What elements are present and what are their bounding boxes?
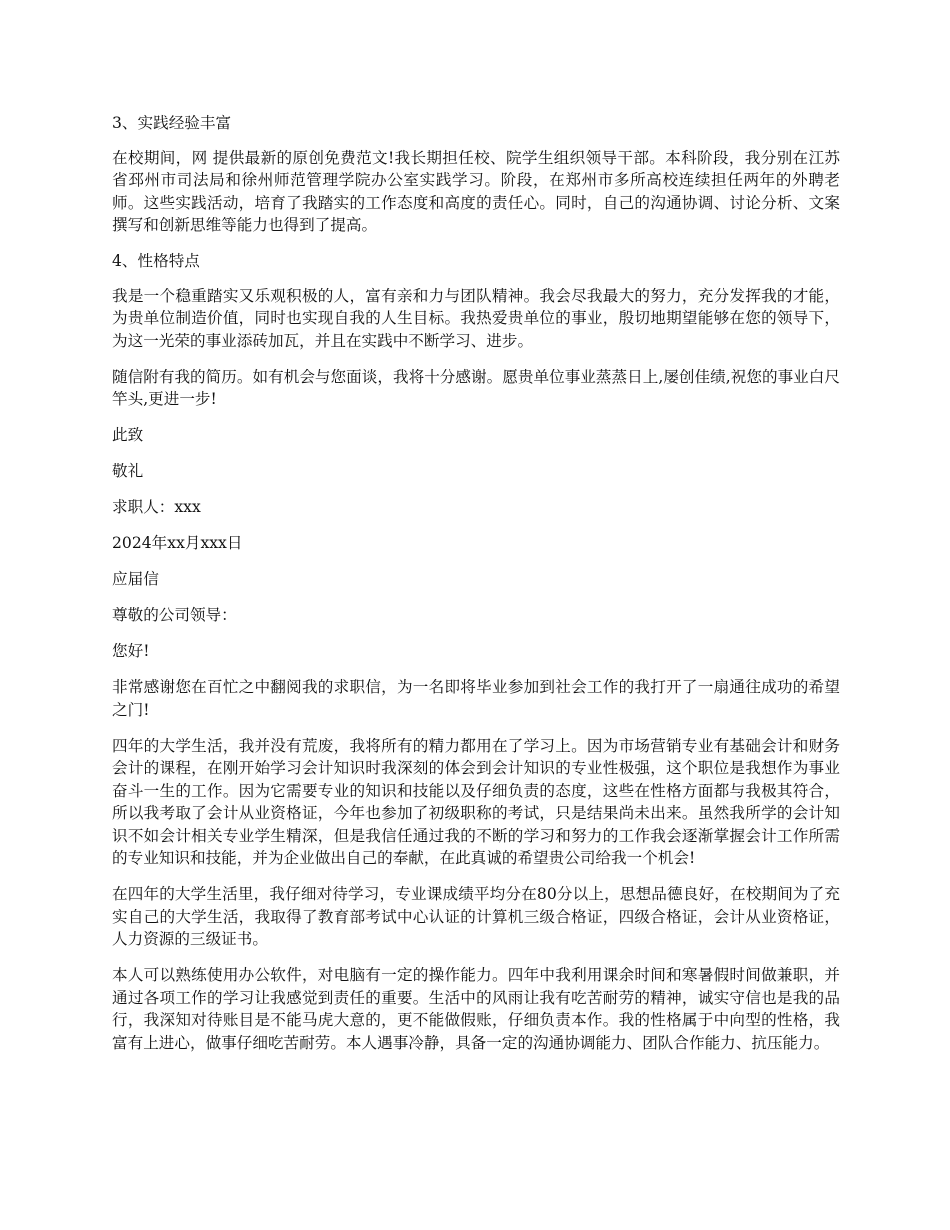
document-page [112, 112, 840, 1068]
paragraph-thanks: 非常感谢您在百忙之中翻阅我的求职信，为一名即将毕业参加到社会工作的我打开了一扇通往成功的希望之门! [112, 678, 840, 719]
section-heading-practice: 3、实践经验丰富 [112, 114, 232, 132]
paragraph-personality: 我是一个稳重踏实又乐观积极的人，富有亲和力与团队精神。我会尽我最大的努力，充分发挥我的才能，为贵单位制造价值，同时也实现自我的人生目标。我热爱贵单位的事业，殷切地期望能够在您的领导下，为这一光荣的事业添砖加瓦，并且在实践中不断学习、进步。 [112, 286, 840, 350]
salutation-jingli: 敬礼 [112, 462, 144, 480]
letter-title: 应届信 [112, 570, 159, 588]
paragraph-study-results: 在四年的大学生活里，我仔细对待学习，专业课成绩平均分在80分以上，思想品德良好，在校期间为了充实自己的大学生活，我取得了教育部考试中心认证的计算机三级合格证，四级合格证，会计从业资格证，人力资源的三级证书。 [112, 885, 840, 948]
letter-greeting: 您好! [112, 642, 150, 660]
letter-greeting-recipient: 尊敬的公司领导： [112, 606, 237, 624]
salutation-cizhi: 此致 [112, 426, 144, 444]
letter-date: 2024年xx月xxx日 [112, 534, 243, 552]
paragraph-skills: 本人可以熟练使用办公软件，对电脑有一定的操作能力。四年中我利用课余时间和寒暑假时间做兼职，并通过各项工作的学习让我感觉到责任的重要。生活中的风雨让我有吃苦耐劳的精神，诚实守信也是我的品行，我深知对待账目是不能马虎大意的，更不能做假账，仔细负责本作。我的性格属于中向型的性格，我富有上进心，做事仔细吃苦耐劳。本人遇事冷静，具备一定的沟通协调能力、团队合作能力、抗压能力。 [112, 966, 840, 1052]
paragraph-university-life: 四年的大学生活，我并没有荒废，我将所有的精力都用在了学习上。因为市场营销专业有基础会计和财务会计的课程，在刚开始学习会计知识时我深刻的体会到会计知识的专业性极强，这个职位是我想作为事业奋斗一生的工作。因为它需要专业的知识和技能以及仔细负责的态度，这些在性格方面都与我极其符合，所以我考取了会计从业资格证，今年也参加了初级职称的考试，只是结果尚未出来。虽然我所学的会计知识不如会计相关专业学生精深，但是我信任通过我的不断的学习和努力的工作我会逐渐掌握会计工作所需的专业知识和技能，并为企业做出自己的奉献，在此真诚的希望贵公司给我一个机会! [112, 736, 840, 867]
section-heading-personality: 4、性格特点 [112, 252, 200, 270]
paragraph-practice: 在校期间，网 提供最新的原创免费范文!我长期担任校、院学生组织领导干部。本科阶段，我分别在江苏省邳州市司法局和徐州师范管理学院办公室实践学习。阶段，在郑州市多所高校连续担任两年的外聘老师。这些实践活动，培育了我踏实的工作态度和高度的责任心。同时，自己的沟通协调、讨论分析、文案撰写和创新思维等能力也得到了提高。 [112, 148, 840, 234]
paragraph-closing: 随信附有我的简历。如有机会与您面谈，我将十分感谢。愿贵单位事业蒸蒸日上,屡创佳绩,祝您的事业白尺竿头,更进一步! [112, 367, 840, 408]
signature-applicant: 求职人：xxx [112, 498, 201, 516]
